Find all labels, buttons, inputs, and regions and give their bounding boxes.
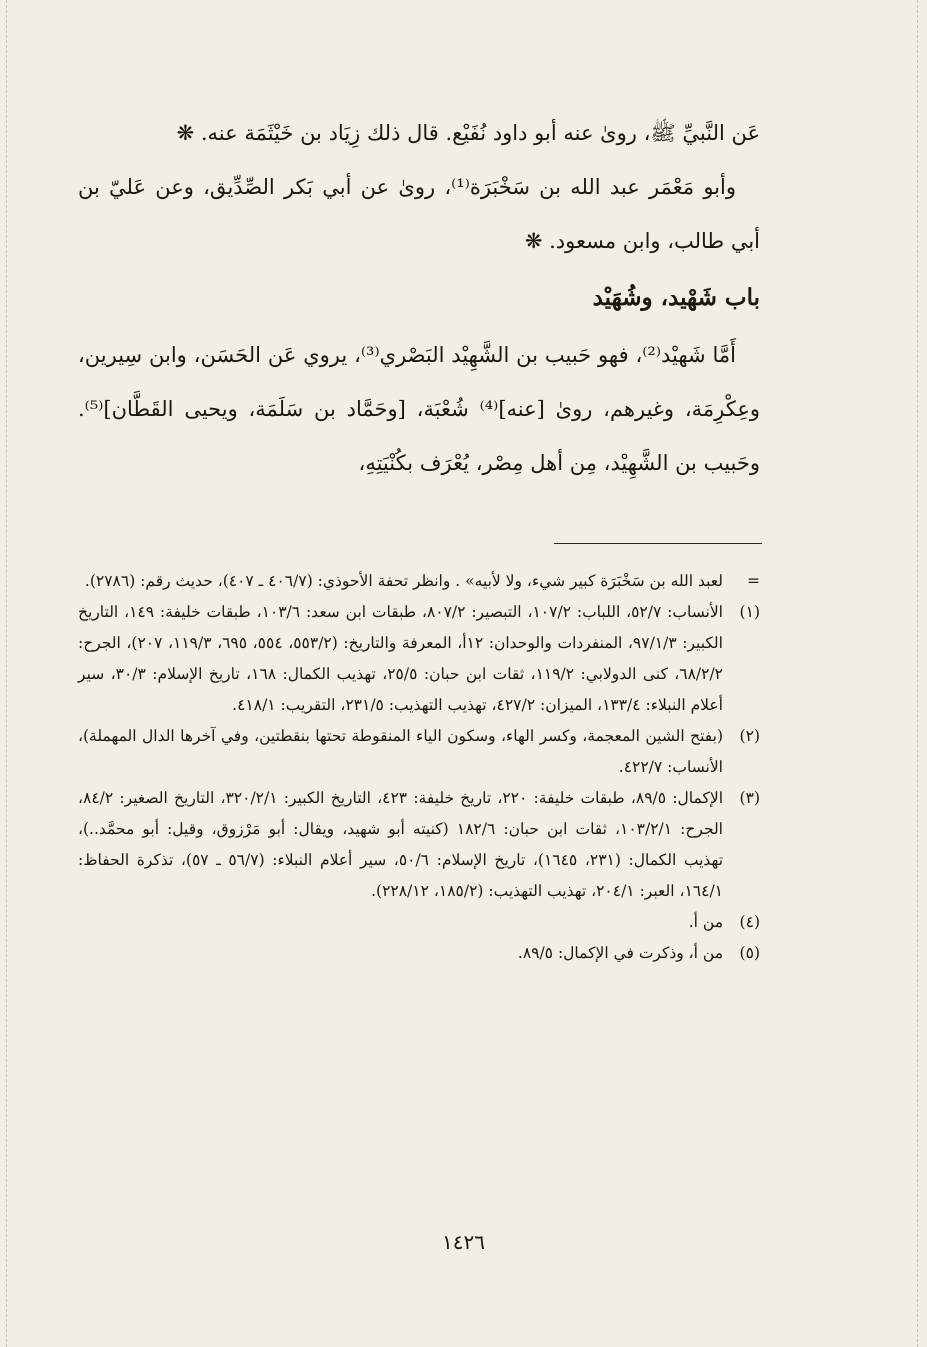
footnote-text: الإكمال: ٨٩/٥، طبقات خليفة: ٢٢٠، تاريخ خليفة: ٤٢٣، التاريخ الكبير: ٣٢٠/٢/١، التاريخ الصغير: ٨٤/٢، الجرح: ١٠٣/٢/١، ثقات ابن حبان: ١٨٢/٦ (كنيته أبو شهيد، ويقال: أبو مَرْزوق، وقيل: أبو محمَّد..)، تهذيب الكمال: (٢٣١، ١٦٤٥)، تاريخ الإسلام: ٥٠/٦، سير أعلام النبلاء: (٥٦/٧ ـ ٥٧)، تذكرة الحفاظ: ١٦٤/١، العبر: ٢٠٤/١، تهذيب التهذيب: (١٨٥/٢، ٢٢٨/١٢). [78,789,724,900]
footnote-text: الأنساب: ٥٢/٧، اللباب: ١٠٧/٢، التبصير: ٨٠٧/٢، طبقات ابن سعد: ١٠٣/٦، طبقات خليفة: ١٤٩، التاريخ الكبير: ٩٧/١/٣، المنفردات والوحدان: ١٢أ، المعرفة والتاريخ: (٥٥٣/٢، ٥٥٤، ٦٩٥، ١١٩/٣، ٢٠٧)، الجرح: ٦٨/٢/٢، كنى الدولابي: ١١٩/٢، ثقات ابن حبان: ٢٥/٥، تهذيب الكمال: ١٦٨، تاريخ الإسلام: ٣٠/٣، سير أعلام النبلاء: ١٣٣/٤، الميزان: ٤٢٧/٢، تهذيب التهذيب: ٢٣١/٥، التقريب: ٤١٨/١. [78,603,723,714]
footnote-marker: (١) [739,603,760,621]
footnote-separator [554,543,762,544]
footnote-4 [78,907,760,938]
footnote-marker: (٥) [739,944,760,962]
scan-edge-left [6,0,7,1347]
footnote-2 [78,721,760,783]
main-text [78,106,760,490]
footnote-text: لعبد الله بن سَخْبَرَة كبير شيء، ولا لأبيه» . وانظر تحفة الأحوذي: (٤٠٦/٧ ـ ٤٠٧)، حديث رقم: (٢٧٨٦). [84,572,723,590]
footnote-marker: (٢) [739,727,760,745]
footnote-marker: (٣) [739,789,760,807]
paragraph-1: عَن النَّبيِّ ﷺ، روىٰ عنه أبو داود نُفَيْع. قال ذلك زِيَاد بن خَيْثَمَة عنه. ❋ [176,121,760,145]
footnote-continuation [78,566,760,597]
footnote-text: (بفتح الشين المعجمة، وكسر الهاء، وسكون الياء المنقوطة تحتها بنقطتين، وفي آخرها الدال المهملة)، الأنساب: ٤٢٢/٧. [78,727,723,776]
paragraph-2: وأبو مَعْمَر عبد الله بن سَخْبَرَة⁽¹⁾، روىٰ عن أبي بَكر الصِّدِّيق، وعن عَليّ بن أبي طالب، وابن مسعود. ❋ [78,175,760,253]
footnote-marker: (٤) [739,913,760,931]
footnote-marker: = [747,572,760,590]
paragraph-3: أَمَّا شَهيْد⁽²⁾، فهو حَبيب بن الشَّهِيْد البَصْري⁽³⁾، يروي عَن الحَسَن، وابن سِيرين، وعِكْرِمَة، وغيرهم، روىٰ [عنه]⁽⁴⁾ شُعْبَة، [وحَمَّاد بن سَلَمَة، ويحيى القَطَّان]⁽⁵⁾. وحَبيب بن الشَّهِيْد، مِن أهل مِصْر، يُعْرَف بكُنْيَتِهِ، [78,343,760,475]
footnotes [78,566,760,969]
page-number: ١٤٢٦ [442,1230,485,1254]
footnote-5 [78,938,760,969]
footnote-3 [78,783,760,907]
scan-edge-right [917,0,918,1347]
footnote-1 [78,597,760,721]
footnote-text: من أ. [688,913,723,931]
section-heading: باب شَهْيد، وشُهَيْد [592,284,760,311]
footnote-text: من أ، وذكرت في الإكمال: ٨٩/٥. [517,944,723,962]
